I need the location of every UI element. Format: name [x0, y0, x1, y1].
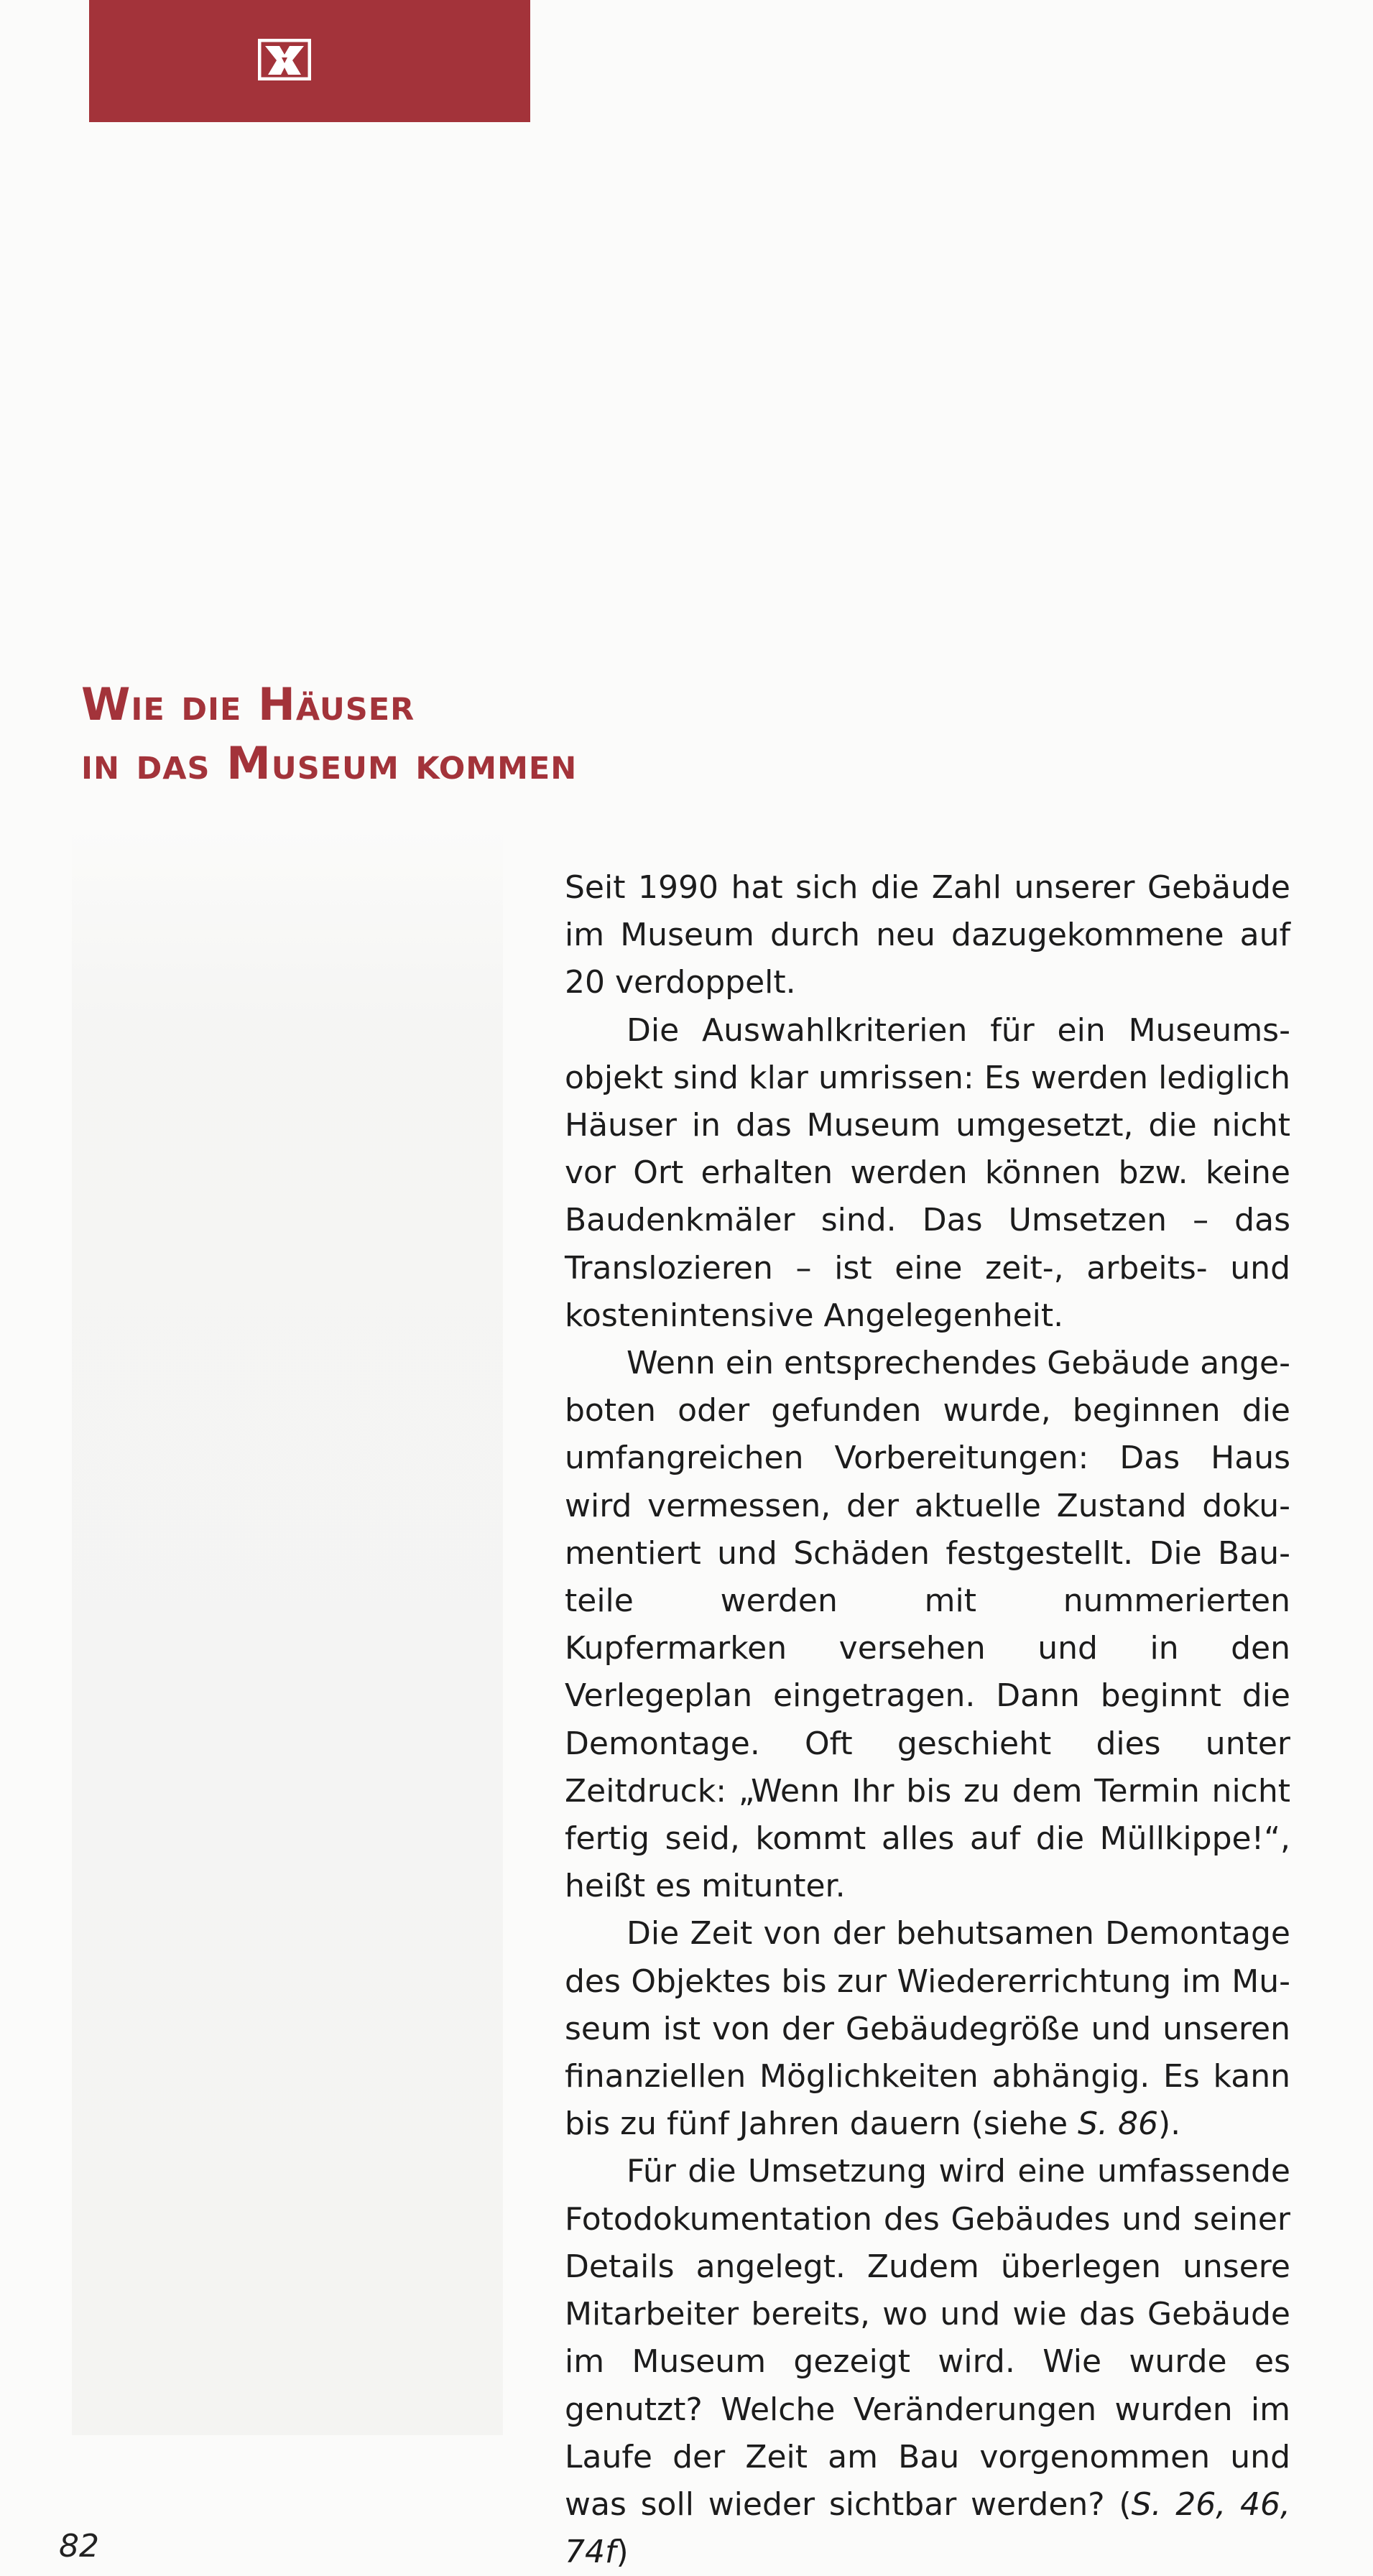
paragraph-text-end: ) [616, 2534, 629, 2571]
paragraph-text: Seit 1990 hat sich die Zahl unserer Gebäude im Museum durch neu dazugekommene auf 20 verdoppelt. [565, 869, 1290, 1001]
paragraph-5 [565, 2148, 1290, 2576]
paragraph-text-end: ). [1157, 2105, 1181, 2143]
paragraph-3 [565, 1340, 1290, 1910]
paragraph-text: Die Auswahlkriterien für ein Museumsobjekt sind klar umrissen: Es werden lediglich Häuser in das Museum umgesetzt, die nicht vor Ort erhalten werden können bzw. keine Baudenkmäler sind. Das Umsetzen – das Translozieren – ist eine zeit-, arbeits- und kostenintensive Angelegenheit. [565, 1011, 1290, 1334]
page-reference: S. 26, 46, 74f [565, 2485, 1290, 2571]
title-line-2: in das Museum kommen [81, 737, 578, 789]
body-text [565, 864, 1290, 2576]
background-shade [72, 826, 503, 2435]
paragraph-text: Wenn ein entsprechendes Gebäude angeboten oder gefunden wurde, beginnen die umfangreichen Vorbereitungen: Das Haus wird vermessen, der aktuelle Zustand dokumentiert und Schäden festgestellt. Die Bauteile werden mit nummerierten Kupfermarken versehen und in den Verlegeplan eingetragen. Dann beginnt die Demontage. Oft geschieht dies unter Zeitdruck: „Wenn Ihr bis zu dem Termin nicht fertig seid, kommt alles auf die Müllkippe!“, heißt es mitunter. [565, 1345, 1290, 1905]
page-title [81, 675, 577, 793]
page-reference: S. 86 [1078, 2105, 1158, 2143]
paragraph-4 [565, 1910, 1290, 2148]
title-line-1: Wie die Häuser [81, 678, 415, 731]
paragraph-text: Die Zeit von der behutsamen Demontage des Objektes bis zur Wiedererrichtung im Museum ist von der Gebäudegröße und unseren finanziellen Möglichkeiten abhängig. Es kann bis zu fünf Jahren dauern (siehe [565, 1915, 1290, 2143]
paragraph-1 [565, 864, 1290, 1007]
museum-logo-icon [258, 39, 311, 80]
page-number: 82 [59, 2528, 99, 2565]
paragraph-2 [565, 1007, 1290, 1340]
header-band [89, 0, 530, 122]
paragraph-text: Für die Umsetzung wird eine umfassende Fotodokumentation des Gebäudes und seiner Details angelegt. Zudem überlegen unsere Mitarbeiter bereits, wo und wie das Gebäude im Museum gezeigt wird. Wie wurde es genutzt? Welche Veränderungen wurden im Laufe der Zeit am Bau vorgenommen und was soll wieder sichtbar werden? ( [565, 2153, 1290, 2523]
